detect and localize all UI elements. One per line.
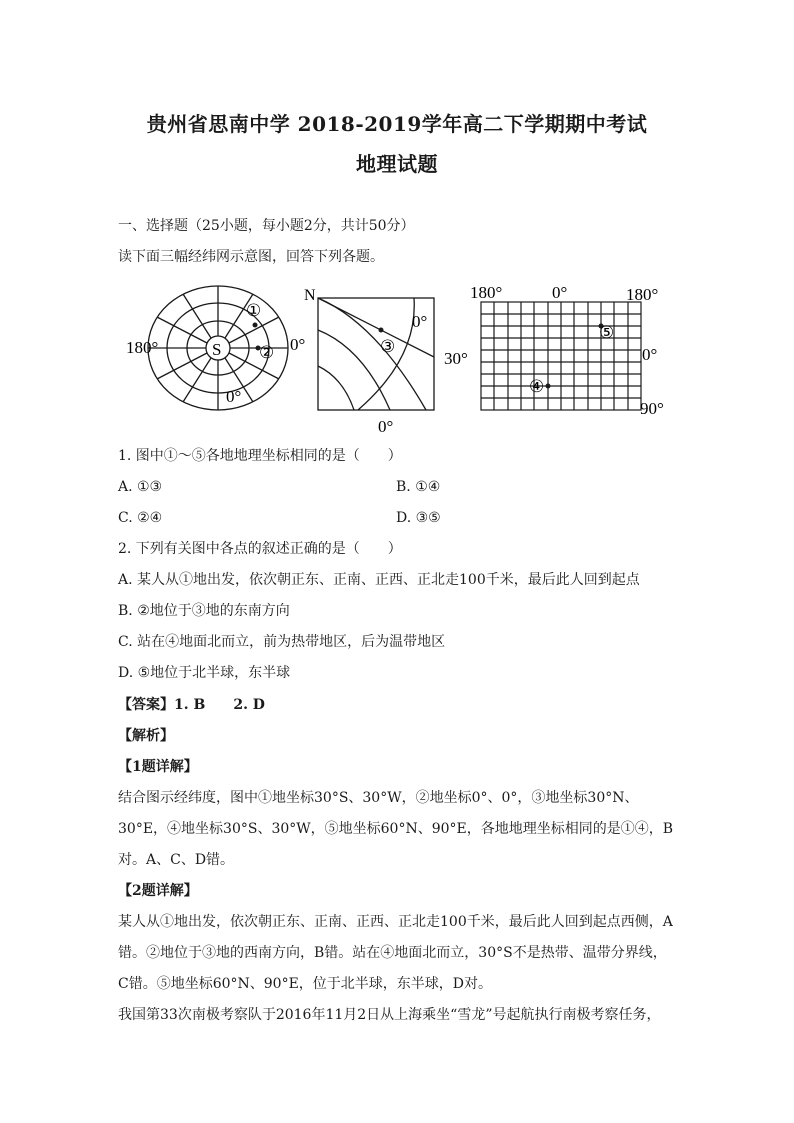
question-1-option-c: C. ②④ — [118, 510, 163, 526]
detail-2-line: 错。②地位于③地的西南方向，B错。站在④地面北而立，30°S不是热带、温带分界线， — [118, 945, 667, 961]
question-1-stem: 1. 图中①～⑤各地地理坐标相同的是（ ） — [118, 448, 402, 464]
quarter-arc-label: 0° — [412, 312, 428, 331]
detail-1-line: 对。A、C、D错。 — [118, 852, 235, 868]
question-1-option-b: B. ①④ — [396, 479, 441, 495]
point-2-label: ② — [259, 343, 275, 362]
quarter-right-label: 30° — [444, 349, 468, 368]
grid-right-mid-label: 0° — [642, 345, 658, 364]
document-subtitle: 地理试题 — [356, 152, 438, 176]
document-title: 贵州省思南中学 2018-2019学年高二下学期期中考试 — [146, 112, 648, 136]
question-2-option-d: D. ⑤地位于北半球，东半球 — [118, 665, 291, 681]
detail-2-line: 某人从①地出发，依次朝正东、正南、正西、正北走100千米，最后此人回到起点西侧，A — [118, 914, 673, 930]
answer-line: 【答案】1. B 2. D — [118, 697, 265, 713]
question-2-stem: 2. 下列有关图中各点的叙述正确的是（ ） — [118, 541, 402, 557]
question-1-option-d: D. ③⑤ — [396, 510, 441, 526]
detail-1-line: 30°E，④地坐标30°S、30°W，⑤地坐标60°N、90°E，各地地理坐标相同的是①④，B — [118, 821, 674, 837]
analysis-label: 【解析】 — [118, 728, 174, 744]
question-1-option-a: A. ①③ — [118, 479, 163, 495]
point-4-marker — [546, 384, 551, 389]
closing-paragraph: 我国第33次南极考察队于2016年11月2日从上海乘坐“雪龙”号起航执行南极考察任务， — [118, 1007, 661, 1023]
point-5-label: ⑤ — [599, 323, 615, 342]
question-2-option-b: B. ②地位于③地的东南方向 — [118, 603, 290, 619]
question-2-option-a: A. 某人从①地出发，依次朝正东、正南、正西、正北走100千米，最后此人回到起点 — [118, 572, 640, 588]
section-heading: 一、选择题（25小题，每小题2分，共计50分） — [118, 218, 415, 234]
detail-1-line: 结合图示经纬度，图中①地坐标30°S、30°W，②地坐标0°、0°，③地坐标30°N、 — [118, 790, 639, 806]
point-4-label: ④ — [529, 377, 545, 396]
quarter-bottom-label: 0° — [378, 417, 394, 436]
polar-right-label: 0° — [290, 335, 306, 354]
grid-diagram — [481, 302, 641, 410]
question-2-option-c: C. 站在④地面北而立，前为热带地区，后为温带地区 — [118, 634, 446, 650]
point-3-marker — [379, 328, 384, 333]
detail-1-label: 【1题详解】 — [118, 759, 198, 775]
detail-2-line: C错。⑤地坐标60°N、90°E，位于北半球，东半球，D对。 — [118, 976, 493, 992]
point-1-marker — [253, 323, 258, 328]
grid-top-left-label: 180° — [470, 283, 503, 302]
grid-right-bottom-label: 90° — [640, 399, 664, 418]
quarter-corner-label: N — [304, 287, 316, 304]
point-3-label: ③ — [380, 337, 396, 356]
graticule-figure — [118, 278, 678, 438]
grid-top-mid-label: 0° — [552, 283, 568, 302]
polar-bottom-label: 0° — [226, 387, 242, 406]
polar-left-label: 180° — [126, 338, 159, 357]
grid-top-right-label: 180° — [626, 285, 659, 304]
point-1-label: ① — [246, 301, 262, 320]
polar-center-label: S — [212, 340, 222, 359]
instruction-text: 读下面三幅经纬网示意图，回答下列各题。 — [118, 249, 384, 265]
detail-2-label: 【2题详解】 — [118, 883, 198, 899]
